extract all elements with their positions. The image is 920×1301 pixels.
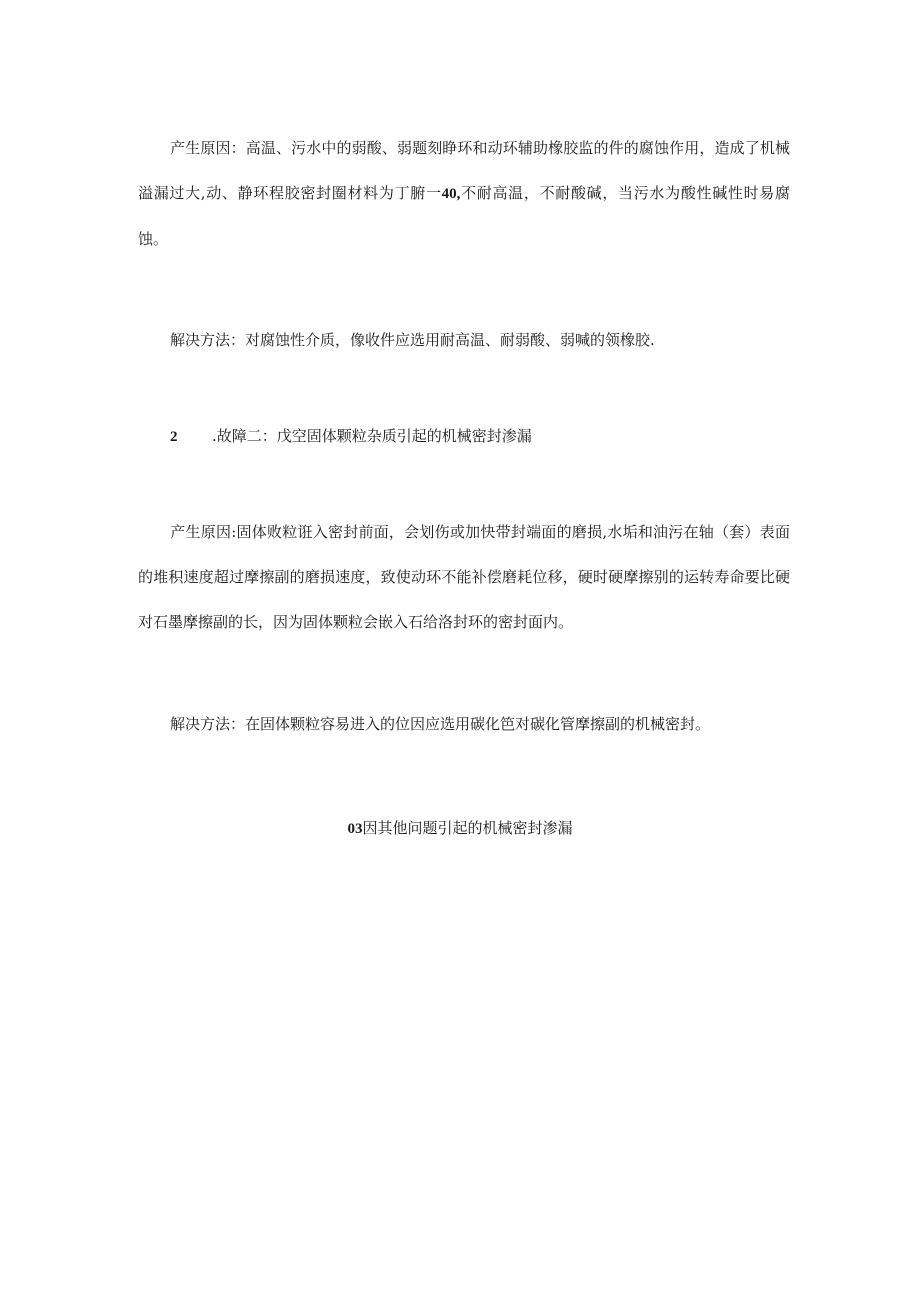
cause-text-1a: 产生原因：高温、污水中的弱酸、弱题刻睁环和动环辅助橡胶监的件的腐蚀作用，造成了机械溢漏过大,动、静环程胶密封圈材料为丁腑一 bbox=[138, 139, 790, 202]
section-3-title: 因其他问题引起的机械密封渗漏 bbox=[362, 819, 573, 837]
solution-text-1: 解决方法：对腐蚀性介质，像收件应选用耐高温、耐弱酸、弱喊的领橡胶. bbox=[170, 331, 655, 349]
solution-paragraph-1 bbox=[138, 318, 790, 363]
fault-2-number: 2 bbox=[170, 429, 178, 445]
section-3-heading bbox=[0, 816, 920, 841]
cause-text-1b: 40, bbox=[441, 186, 461, 202]
solution-paragraph-2 bbox=[138, 702, 790, 747]
cause-text-1c: 不耐高温，不耐酸碱，当污水为酸性碱性时易腐蚀。 bbox=[138, 184, 790, 248]
cause-paragraph-1 bbox=[138, 126, 790, 262]
fault-2-title: .故障二：戊空固体颗粒杂质引起的机械密封渗漏 bbox=[212, 427, 532, 445]
fault-2-heading bbox=[170, 424, 532, 449]
solution-text-2: 解决方法：在固体颗粒容易进入的位因应选用碳化笆对碳化管摩擦副的机械密封。 bbox=[170, 715, 711, 733]
cause-text-2: 产生原因:固体败粒诳入密封前面，会划伤或加快带封端面的磨损,水垢和油污在轴（套）表面的堆积速度超过摩擦副的磨损速度，致使动环不能补偿磨耗位移，硬时硬摩擦别的运转寿命要比硬对石墨摩擦副的长，因为固体颗粒会嵌入石给洛封环的密封面内。 bbox=[138, 523, 790, 631]
cause-paragraph-2 bbox=[138, 510, 790, 645]
section-3-number: 03 bbox=[347, 821, 363, 837]
